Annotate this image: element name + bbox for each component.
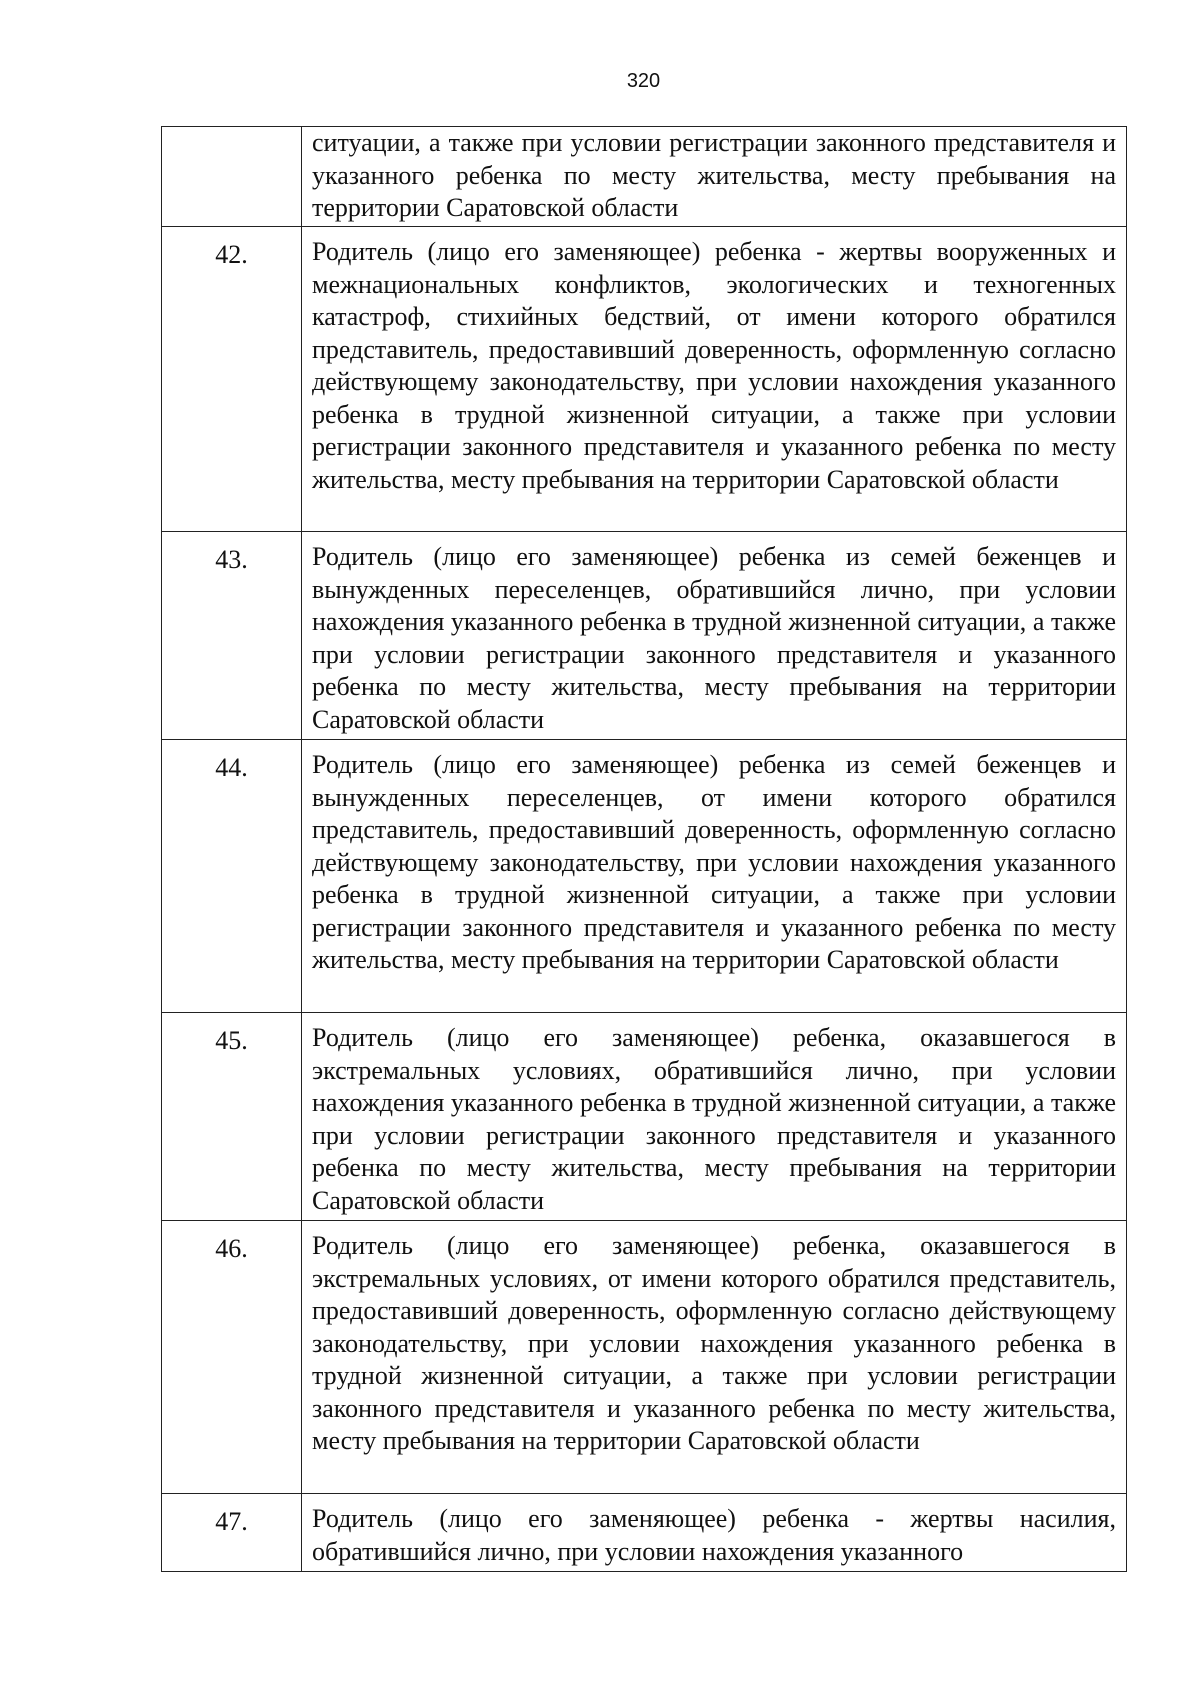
- table-row: [162, 1013, 1127, 1221]
- row-text: Родитель (лицо его заменяющее) ребенка - жертвы вооруженных и межнациональных конфликтов, экологических и техногенных катастроф, стихийных бедствий, от имени которого обратился представитель, предоставивший доверенность, оформленную согласно действующему законодательству, при условии нахождения указанного ребенка в трудной жизненной ситуации, а также при условии регистрации законного представителя и указанного ребенка по месту жительства, месту пребывания на территории Саратовской области: [302, 227, 1127, 532]
- row-number: 47.: [162, 1494, 302, 1572]
- row-number: 42.: [162, 227, 302, 532]
- row-text: Родитель (лицо его заменяющее) ребенка, оказавшегося в экстремальных условиях, от имени которого обратился представитель, предоставивший доверенность, оформленную согласно действующему законодательству, при условии нахождения указанного ребенка в трудной жизненной ситуации, а также при условии регистрации законного представителя и указанного ребенка по месту жительства, месту пребывания на территории Саратовской области: [302, 1221, 1127, 1494]
- row-text: Родитель (лицо его заменяющее) ребенка из семей беженцев и вынужденных переселенцев, обратившийся лично, при условии нахождения указанного ребенка в трудной жизненной ситуации, а также при условии регистрации законного представителя и указанного ребенка по месту жительства, месту пребывания на территории Саратовской области: [302, 532, 1127, 740]
- row-number: 46.: [162, 1221, 302, 1494]
- table-row: [162, 1494, 1127, 1572]
- row-text: Родитель (лицо его заменяющее) ребенка из семей беженцев и вынужденных переселенцев, от имени которого обратился представитель, предоставивший доверенность, оформленную согласно действующему законодательству, при условии нахождения указанного ребенка в трудной жизненной ситуации, а также при условии регистрации законного представителя и указанного ребенка по месту жительства, месту пребывания на территории Саратовской области: [302, 740, 1127, 1013]
- table-row: [162, 227, 1127, 532]
- row-text: Родитель (лицо его заменяющее) ребенка, оказавшегося в экстремальных условиях, обратившийся лично, при условии нахождения указанного ребенка в трудной жизненной ситуации, а также при условии регистрации законного представителя и указанного ребенка по месту жительства, месту пребывания на территории Саратовской области: [302, 1013, 1127, 1221]
- row-number: 43.: [162, 532, 302, 740]
- row-text: Родитель (лицо его заменяющее) ребенка - жертвы насилия, обратившийся лично, при условии нахождения указанного: [302, 1494, 1127, 1572]
- row-number: 44.: [162, 740, 302, 1013]
- document-table: [161, 126, 1127, 1572]
- table-row: [162, 740, 1127, 1013]
- row-text: ситуации, а также при условии регистрации законного представителя и указанного ребенка по месту жительства, месту пребывания на территории Саратовской области: [302, 127, 1127, 227]
- row-number: [162, 127, 302, 227]
- table-row: [162, 532, 1127, 740]
- table-row: [162, 127, 1127, 227]
- row-number: 45.: [162, 1013, 302, 1221]
- table-row: [162, 1221, 1127, 1494]
- page-number: 320: [626, 70, 661, 92]
